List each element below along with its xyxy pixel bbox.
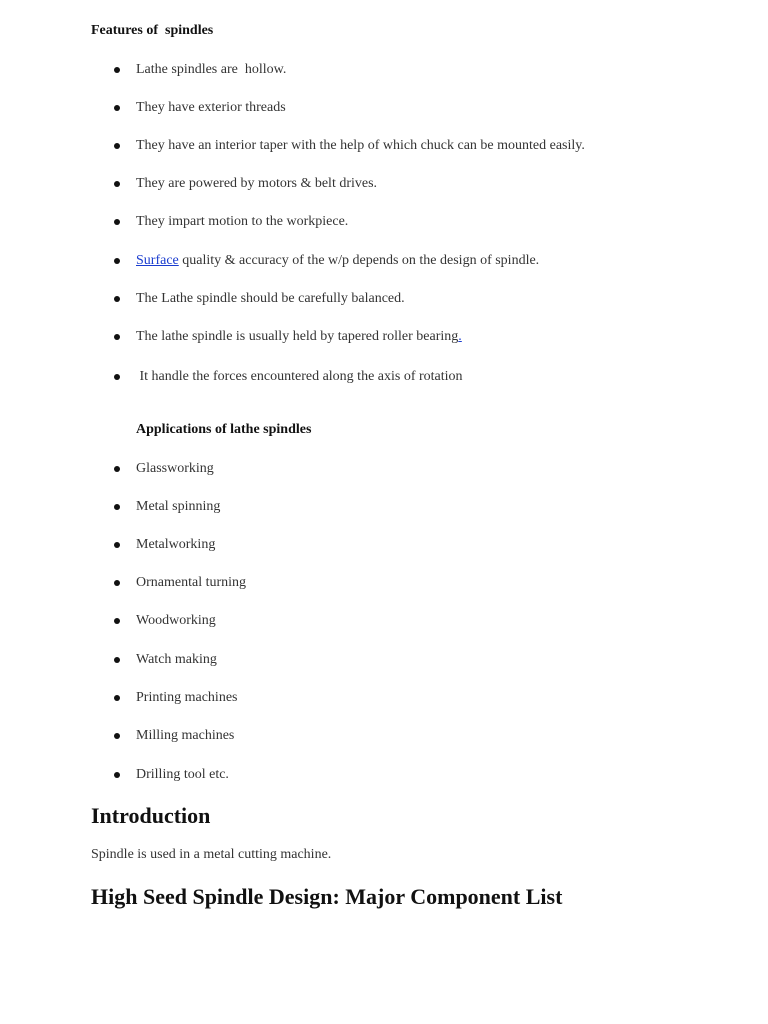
feature-text <box>136 327 462 347</box>
bullet-icon <box>114 618 120 624</box>
feature-text: They are powered by motors & belt drives. <box>136 176 378 191</box>
bullet-icon <box>114 772 120 778</box>
application-item <box>0 535 700 555</box>
application-text: Metalworking <box>136 537 216 552</box>
bullet-icon <box>114 466 120 472</box>
feature-text-rest: quality & accuracy of the w/p depends on the design of spindle. <box>178 253 540 268</box>
feature-item <box>0 98 700 118</box>
feature-text: The Lathe spindle should be carefully balanced. <box>136 291 405 306</box>
application-item <box>0 688 700 708</box>
bullet-icon <box>114 580 120 586</box>
bullet-icon <box>114 296 120 302</box>
feature-text-main: The lathe spindle is usually held by tapered roller bearing <box>136 329 459 344</box>
application-item <box>0 459 700 479</box>
application-text: Milling machines <box>136 728 235 743</box>
bullet-icon <box>114 657 120 663</box>
feature-item <box>0 60 700 80</box>
introduction-text: Spindle is used in a metal cutting machine. <box>91 847 332 862</box>
bullet-icon <box>114 504 120 510</box>
bullet-icon <box>114 181 120 187</box>
feature-text: It handle the forces encountered along the axis of rotation <box>136 369 463 384</box>
feature-item <box>0 289 700 309</box>
application-item <box>0 726 700 746</box>
introduction-heading: Introduction <box>91 803 211 828</box>
application-text: Drilling tool etc. <box>136 767 229 782</box>
application-text: Metal spinning <box>136 499 221 514</box>
bullet-icon <box>114 733 120 739</box>
application-item <box>0 611 700 631</box>
feature-item <box>0 367 700 387</box>
feature-item <box>0 174 700 194</box>
application-item <box>0 573 700 593</box>
feature-item <box>0 212 700 232</box>
application-text: Glassworking <box>136 461 214 476</box>
feature-text <box>136 251 539 271</box>
feature-text: They have an interior taper with the help of which chuck can be mounted easily. <box>136 138 585 153</box>
bullet-icon <box>114 219 120 225</box>
feature-text: Lathe spindles are hollow. <box>136 62 287 77</box>
bullet-icon <box>114 67 120 73</box>
feature-item <box>0 136 700 156</box>
feature-item <box>0 327 700 347</box>
bullet-icon <box>114 695 120 701</box>
bullet-icon <box>114 143 120 149</box>
bullet-icon <box>114 374 120 380</box>
feature-text: They impart motion to the workpiece. <box>136 214 349 229</box>
applications-heading: Applications of lathe spindles <box>136 422 312 437</box>
features-heading: Features of spindles <box>91 23 214 38</box>
feature-item <box>0 251 700 271</box>
application-item <box>0 650 700 670</box>
surface-link[interactable]: Surface <box>136 253 179 268</box>
application-text: Printing machines <box>136 690 238 705</box>
bullet-icon <box>114 542 120 548</box>
trailing-link[interactable]: . <box>458 329 462 344</box>
bullet-icon <box>114 105 120 111</box>
application-text: Watch making <box>136 652 217 667</box>
application-text: Woodworking <box>136 613 216 628</box>
feature-text: They have exterior threads <box>136 100 286 115</box>
application-item <box>0 497 700 517</box>
application-text: Ornamental turning <box>136 575 247 590</box>
bullet-icon <box>114 258 120 264</box>
component-list-heading: High Seed Spindle Design: Major Component List <box>91 884 563 909</box>
bullet-icon <box>114 334 120 340</box>
application-item <box>0 765 700 785</box>
